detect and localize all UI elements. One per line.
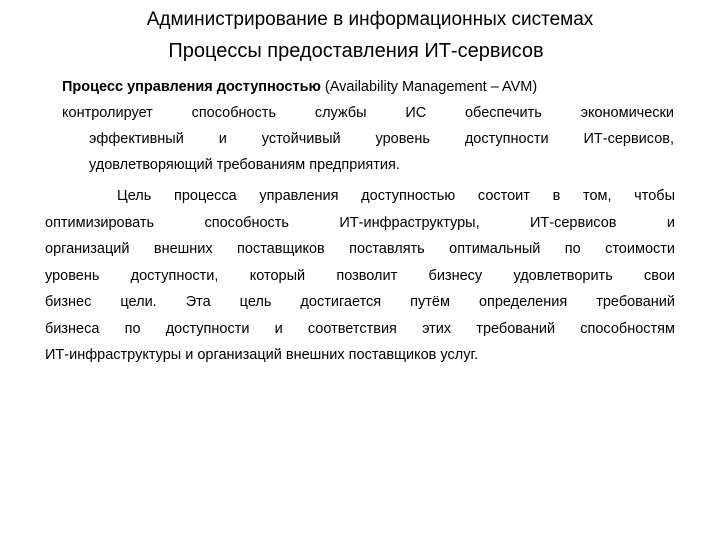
definition-text: (Availability Management – AVM) bbox=[320, 79, 538, 95]
goal-paragraph bbox=[45, 183, 675, 369]
course-header: Администрирование в информационных системах bbox=[146, 9, 594, 30]
definition-line: контролирует способность службы ИС обеспечить экономически bbox=[62, 105, 674, 121]
definition-paragraph bbox=[62, 74, 674, 178]
goal-line: бизнеса по доступности и соответствия этих требований способностям bbox=[45, 320, 675, 337]
goal-line: оптимизировать способность ИТ-инфраструктуры, ИТ-сервисов и bbox=[45, 214, 675, 231]
definition-term: Процесс управления доступностью bbox=[62, 79, 321, 95]
goal-line: ИТ-инфраструктуры и организаций внешних поставщиков услуг. bbox=[45, 347, 479, 363]
goal-line: организаций внешних поставщиков поставлять оптимальный по стоимости bbox=[45, 241, 675, 257]
page-title: Процессы предоставления ИТ-сервисов bbox=[168, 40, 544, 62]
definition-line: удовлетворяющий требованиям предприятия. bbox=[89, 157, 400, 173]
goal-line: Цель процесса управления доступностью состоит в том, чтобы bbox=[117, 188, 675, 204]
goal-line: уровень доступности, который позволит бизнесу удовлетворить свои bbox=[45, 267, 675, 284]
definition-line-1 bbox=[62, 74, 674, 100]
goal-line: бизнес цели. Эта цель достигается путём определения требований bbox=[45, 294, 675, 310]
definition-line: эффективный и устойчивый уровень доступности ИТ-сервисов, bbox=[89, 131, 674, 147]
